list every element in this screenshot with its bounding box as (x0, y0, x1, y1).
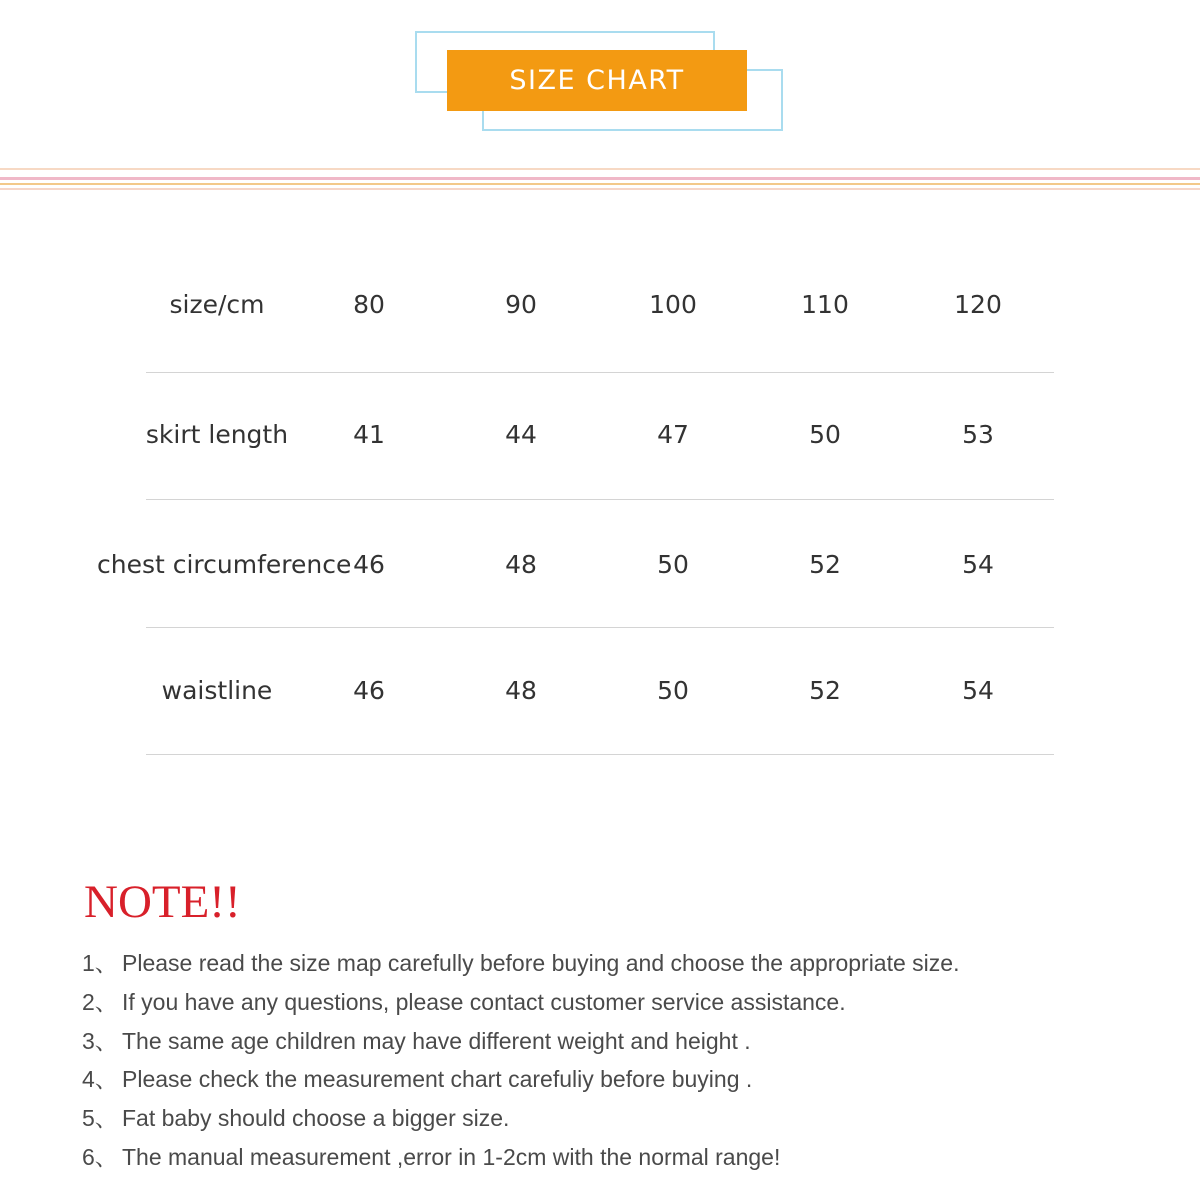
note-text: Please read the size map carefully before buying and choose the appropriate size. (122, 950, 960, 976)
note-heading: NOTE!! (84, 876, 241, 928)
row-label: chest circumference (97, 550, 352, 579)
table-cell: 47 (657, 420, 689, 449)
row-divider (146, 627, 1054, 628)
note-number: 3、 (82, 1027, 118, 1054)
table-cell: 80 (353, 290, 385, 319)
table-cell: 50 (657, 676, 689, 705)
list-item (82, 1138, 1142, 1177)
table-cell: 46 (353, 550, 385, 579)
row-divider (146, 499, 1054, 500)
stripe-2 (0, 177, 1200, 180)
note-number: 1、 (82, 950, 118, 976)
list-item (82, 1022, 1142, 1061)
note-text: If you have any questions, please contact customer service assistance. (122, 988, 846, 1015)
stripe-1 (0, 168, 1200, 170)
note-number: 5、 (82, 1105, 118, 1132)
table-cell: 120 (954, 290, 1002, 319)
list-item (82, 944, 1142, 983)
note-text: Fat baby should choose a bigger size. (122, 1105, 510, 1132)
table-cell: 50 (809, 420, 841, 449)
table-cell: 52 (809, 676, 841, 705)
list-item (82, 983, 1142, 1022)
table-cell: 46 (353, 676, 385, 705)
row-divider (146, 372, 1054, 373)
table-row-waistline (0, 661, 1200, 721)
table-cell: 41 (353, 420, 385, 449)
note-list (82, 944, 1142, 1177)
table-cell: 52 (809, 550, 841, 579)
note-text: Please check the measurement chart carefuliy before buying . (122, 1066, 753, 1093)
stripe-4 (0, 188, 1200, 190)
table-cell: 110 (801, 290, 849, 319)
row-label: skirt length (145, 420, 289, 449)
size-chart-badge (447, 50, 747, 111)
table-row-chest-circumference (0, 535, 1200, 595)
decorative-stripes (0, 165, 1200, 193)
note-text: The same age children may have different weight and height . (122, 1027, 751, 1054)
note-text: The manual measurement ,error in 1-2cm with the normal range! (122, 1143, 781, 1170)
table-cell: 53 (962, 420, 994, 449)
table-cell: 90 (505, 290, 537, 319)
table-cell: 54 (962, 550, 994, 579)
row-divider (146, 754, 1054, 755)
stripe-3 (0, 183, 1200, 185)
table-cell: 44 (505, 420, 537, 449)
table-cell: 50 (657, 550, 689, 579)
row-label: size/cm (169, 290, 265, 319)
list-item (82, 1060, 1142, 1099)
row-label: waistline (161, 676, 273, 705)
page-title: SIZE CHART (509, 65, 685, 96)
table-cell: 48 (505, 676, 537, 705)
note-number: 4、 (82, 1066, 118, 1093)
table-cell: 48 (505, 550, 537, 579)
list-item (82, 1099, 1142, 1138)
note-number: 6、 (82, 1143, 118, 1170)
note-number: 2、 (82, 988, 118, 1015)
table-cell: 54 (962, 676, 994, 705)
table-cell: 100 (649, 290, 697, 319)
table-row-size (0, 275, 1200, 335)
table-row-skirt-length (0, 405, 1200, 465)
